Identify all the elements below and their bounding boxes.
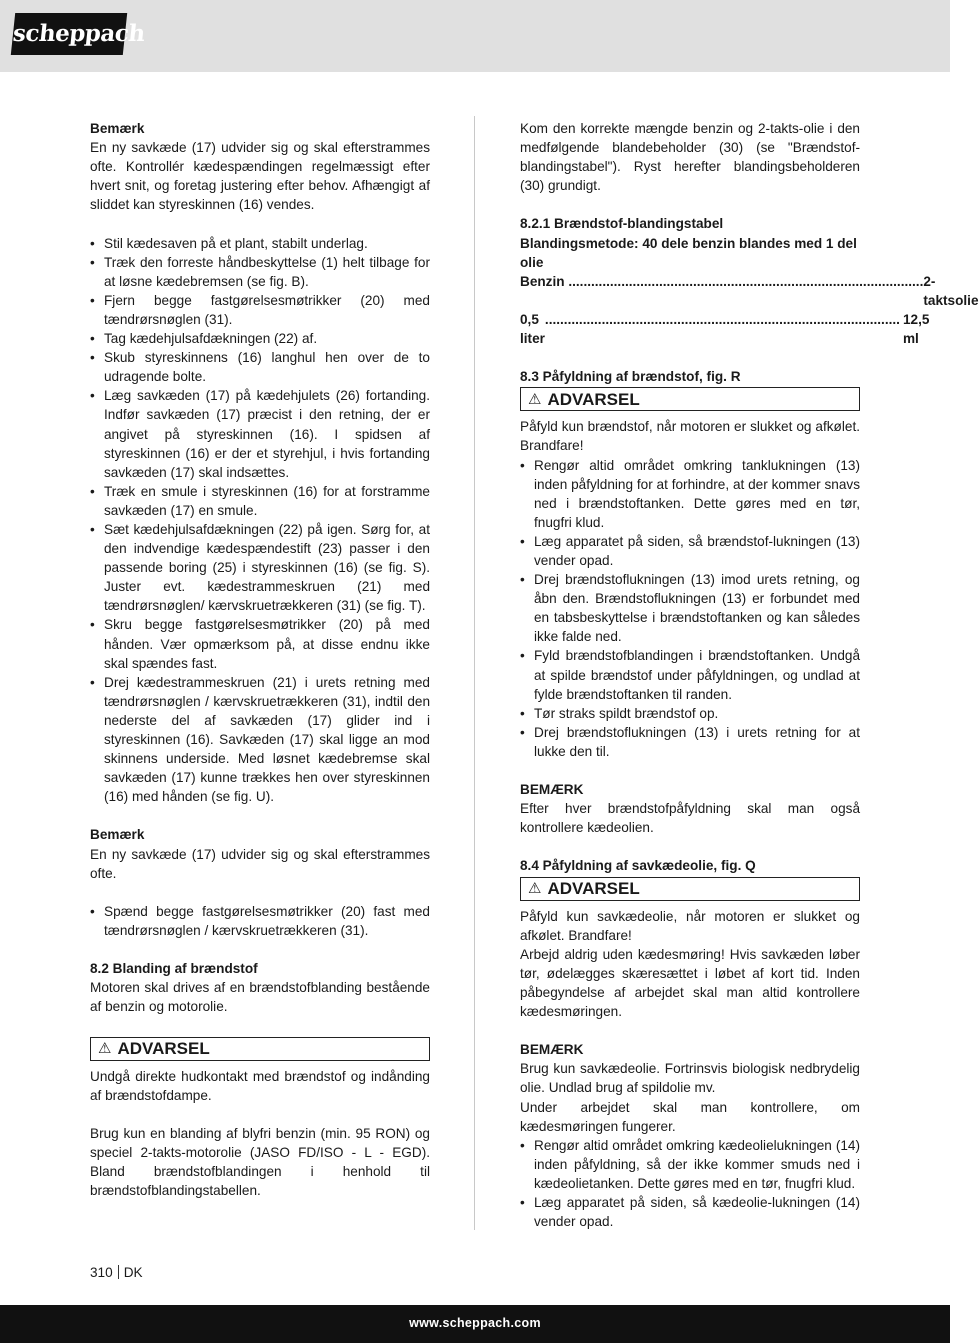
warning-icon: ⚠ xyxy=(98,1039,112,1057)
mix-table-cell: 2-taktsolie xyxy=(923,273,979,308)
warning-box xyxy=(520,387,860,411)
note-title: BEMÆRK xyxy=(520,782,584,798)
dot-leader: .............................................................................................. xyxy=(544,311,900,327)
note-text: En ny savkæde (17) udvider sig og skal efterstrammes ofte. xyxy=(90,846,430,881)
list-item: • Træk den forreste håndbeskyttelse (1) helt tilbage for at løsne kædebremsen (se fig. B). xyxy=(90,253,430,291)
list-item: • Læg apparatet på siden, så kædeolie-lukningen (14) vender opad. xyxy=(520,1193,860,1231)
list-item: • Rengør altid området omkring kædeolielukningen (14) inden påfyldning, så der ikke kommer smuds ned i kædeolietanken. Dette gøres med en tør, fnugfri klud. xyxy=(520,1136,860,1193)
section-text: Påfyld kun savkædeolie, når motoren er slukket og afkølet. Brandfare! xyxy=(520,908,860,943)
footer-separator xyxy=(118,1265,119,1279)
warning-text: Undgå direkte hudkontakt med brændstof og indånding af brændstofdampe. xyxy=(90,1068,430,1103)
list-item: • Fjern begge fastgørelsesmøtrikker (20) med tændrørsnøglen (31). xyxy=(90,291,430,329)
warning-icon: ⚠ xyxy=(528,390,542,408)
section-heading: 8.2.1 Brændstof-blandingstabel xyxy=(520,216,724,232)
section-text: Arbejd aldrig uden kædesmøring! Hvis savkæden løber tør, ødelægges skæresættet i løbet af kort tid. Inden påbegyndelse af arbejdet skal man altid kontrollere kædesmøringen. xyxy=(520,946,860,1020)
list-item: • Skru begge fastgørelsesmøtrikker (20) på med hånden. Vær opmærksom på, at disse endnu ikke skal spændes fast. xyxy=(90,615,430,672)
section-text: Påfyld kun brændstof, når motoren er slukket og afkølet. Brandfare! xyxy=(520,419,860,454)
list-item: • Læg savkæden (17) på kædehjulets (26) fortanding. Indfør savkæden (17) præcist i den retning, der er angivet på styreskinnen (16). I spidsen af styreskinnen (16) er der et styrehjul, i hvis fortanding savkæden (17) skal indsættes. xyxy=(90,386,430,481)
mix-table-row xyxy=(520,272,979,310)
mix-table-row xyxy=(520,310,930,348)
bottom-bar xyxy=(0,1305,950,1343)
dot-leader: .............................................................................................. xyxy=(564,273,924,289)
list-item: • Drej brændstoflukningen (13) imod urets retning, og åbn den. Brændstoflukningen (13) er forbundet med en tabsbeskyttelse i brændstoftanken og kan således ikke falde ned. xyxy=(520,570,860,646)
section-heading: 8.2 Blanding af brændstof xyxy=(90,961,258,977)
mix-table-cell: 0,5 liter xyxy=(520,311,545,347)
warning-box xyxy=(520,877,860,901)
note-text: En ny savkæde (17) udvider sig og skal efterstrammes ofte. Kontrollér kædespændingen regelmæssigt efter hvert snit, og foretag justering efter behov. Afhængigt af sliddet kan styreskinnen (16) vendes. xyxy=(90,140,430,213)
mix-method: Blandingsmetode: 40 dele benzin blandes med 1 del olie xyxy=(520,235,857,270)
instruction-list xyxy=(520,456,860,762)
mix-table-cell: Benzin xyxy=(520,273,565,289)
warning-text: Brug kun en blanding af blyfri benzin (min. 95 RON) og speciel 2-takts-motorolie (JASO FD/ISO - L - EGD). Bland brændstofblandingen i henhold til brændstofblandingstabellen. xyxy=(90,1125,430,1199)
warning-box xyxy=(90,1037,430,1061)
note-text: Efter hver brændstofpåfyldning skal man også kontrollere kædeolien. xyxy=(520,801,860,836)
section-heading: 8.4 Påfyldning af savkædeolie, fig. Q xyxy=(520,858,756,874)
instruction-list xyxy=(520,1136,860,1231)
left-column xyxy=(90,119,430,1200)
note-title: Bemærk xyxy=(90,121,145,136)
warning-label: ADVARSEL xyxy=(547,879,640,899)
list-item: • Træk en smule i styreskinnen (16) for at forstramme savkæden (17) en smule. xyxy=(90,482,430,520)
scheppach-logo: scheppach xyxy=(11,13,127,55)
column-divider xyxy=(474,116,475,1230)
list-item: • Tag kædehjulsafdækningen (22) af. xyxy=(90,329,430,348)
note-title: BEMÆRK xyxy=(520,1042,584,1058)
list-item: • Tør straks spildt brændstof op. xyxy=(520,704,860,723)
note-text: Under arbejdet skal man kontrollere, om kædesmøringen fungerer. xyxy=(520,1099,860,1134)
section-heading: 8.3 Påfyldning af brændstof, fig. R xyxy=(520,369,741,385)
list-item: • Drej kædestrammeskruen (21) i urets retning med tændrørsnøglen / kærvskruetrækkeren (31), indtil den nederste del af savkæden (17) glider ind i styreskinnen (16). Savkæden (17) skal ligge an mod skinnens underside. Med løsnet kædebremse skal savkæden (17) kunne trækkes hen over styreskinnen (16) med hånden (se fig. U). xyxy=(90,673,430,807)
warning-label: ADVARSEL xyxy=(117,1038,210,1058)
instruction-list xyxy=(90,902,430,940)
warning-label: ADVARSEL xyxy=(547,389,640,409)
page-number: 310 xyxy=(90,1265,113,1280)
list-item: • Skub styreskinnens (16) langhul hen over de to udragende bolte. xyxy=(90,348,430,386)
language-code: DK xyxy=(123,1265,143,1280)
header-bar xyxy=(0,0,950,72)
list-item: • Drej brændstoflukningen (13) i urets retning for at lukke den til. xyxy=(520,723,860,761)
intro-text: Kom den korrekte mængde benzin og 2-takts-olie i den medfølgende blandebeholder (30) (se "Brændstof-blandingstabel"). Ryst herefter blandingsbeholderen (30) grundigt. xyxy=(520,121,860,194)
warning-icon: ⚠ xyxy=(528,880,542,898)
list-item: • Læg apparatet på siden, så brændstof-lukningen (13) vender opad. xyxy=(520,532,860,570)
website-link[interactable]: www.scheppach.com xyxy=(409,1316,541,1330)
list-item: • Fyld brændstofblandingen i brændstoftanken. Undgå at spilde brændstof under påfyldningen, og undlad at fylde brændstoftanken til randen. xyxy=(520,646,860,703)
list-item: • Stil kædesaven på et plant, stabilt underlag. xyxy=(90,234,430,253)
list-item: • Sæt kædehjulsafdækningen (22) på igen. Sørg for, at den indvendige kædespændestift (23) passer i den passende boring (25) i styreskinnen (16) (se fig. S). Juster evt. kædestrammeskruen (21) med tændrørsnøglen/ kærvskruetrækkeren (31) (se fig. T). xyxy=(90,520,430,615)
right-column xyxy=(520,119,979,1231)
list-item: • Rengør altid området omkring tanklukningen (13) inden påfyldning for at forhindre, at der kommer snavs ned i brændstoftanken. Dette gøres med en tør, fnugfri klud. xyxy=(520,456,860,532)
instruction-list xyxy=(90,234,430,807)
note-text: Brug kun savkædeolie. Fortrinsvis biologisk nedbrydelig olie. Undlad brug af spildolie mv. xyxy=(520,1061,860,1096)
note-title: Bemærk xyxy=(90,827,145,843)
page-footer xyxy=(90,1265,143,1280)
list-item: • Spænd begge fastgørelsesmøtrikker (20) fast med tændrørsnøglen / kærvskruetrækkeren (31). xyxy=(90,902,430,940)
section-text: Motoren skal drives af en brændstofblanding bestående af benzin og motorolie. xyxy=(90,980,430,1015)
mix-table-cell: 12,5 ml xyxy=(902,311,930,347)
